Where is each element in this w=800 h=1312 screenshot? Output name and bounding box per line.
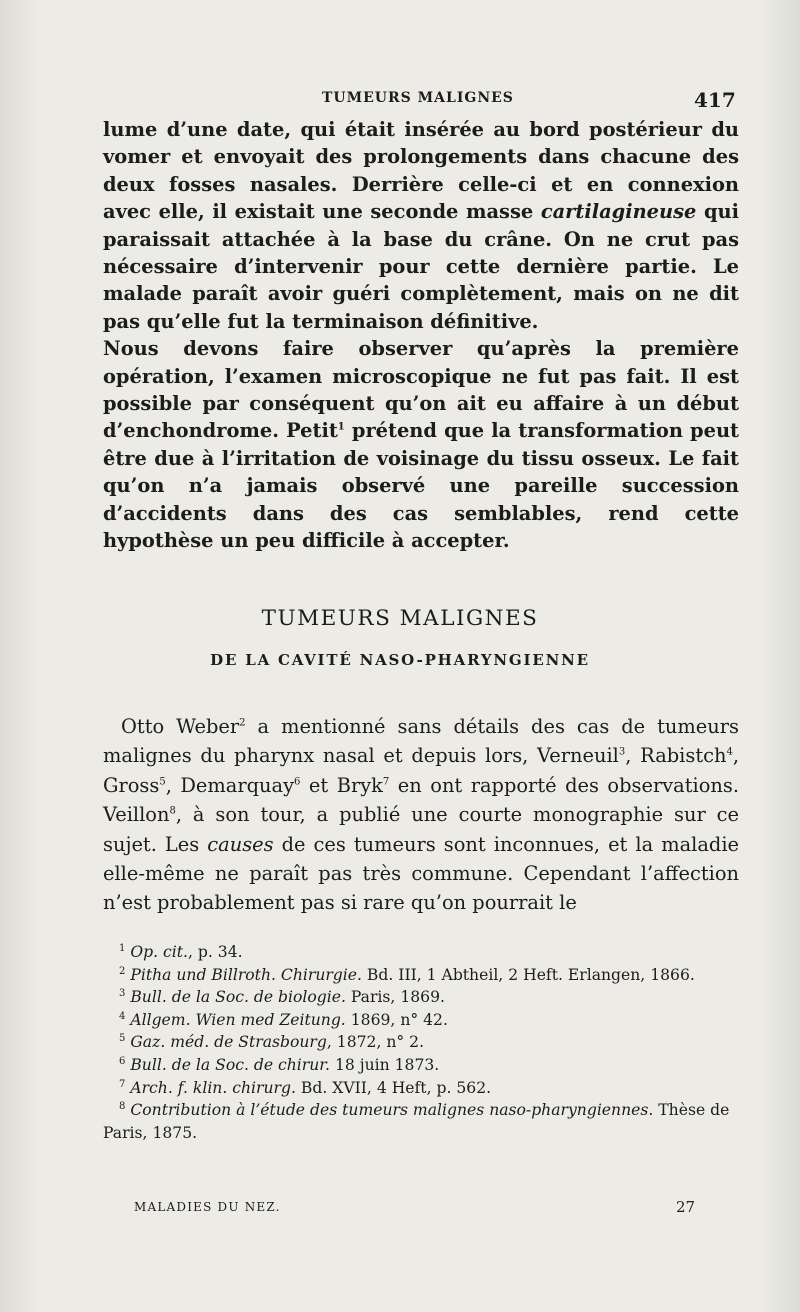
footnote-number: 3 — [119, 988, 126, 999]
section-title: TUMEURS MALIGNES — [261, 606, 539, 631]
paragraph-2-text-a: Nous devons faire observer qu’après la première opération, l’examen microscopique ne fut pas fait. Il est possible par conséquent qu’on ait eu affaire à un début d’enchondrome. Petit — [103, 337, 739, 443]
footnote-6 — [103, 1054, 753, 1077]
p3-text-3: , Rabistch — [625, 744, 727, 768]
page-number: 417 — [694, 88, 736, 112]
footnote-8 — [103, 1099, 753, 1144]
footnote-source: Bull. de la Soc. de biologie. — [130, 988, 346, 1007]
footnote-ref-3: 3 — [618, 746, 626, 758]
paragraph-1-text-b: qui paraissait attachée à la base du crâne. On ne crut pas nécessaire d’intervenir pour cette dernière partie. Le malade paraît avoir guéri complètement, mais on ne dit pas qu’elle fut la terminaison définitive. — [103, 200, 739, 333]
p3-text-8: , à son tour, a publié une courte monographie sur ce sujet. Les — [103, 803, 739, 856]
p3-text-9: de ces tumeurs sont inconnues, et la maladie elle-même ne paraît pas très commune. Cependant l’affection n’est probablement pas si rare qu’on pourrait le — [103, 832, 739, 915]
footnote-5 — [103, 1031, 753, 1054]
p3-text-4: , Gross — [103, 744, 740, 797]
footnotes — [103, 941, 753, 1144]
footnote-number: 6 — [119, 1055, 126, 1067]
footnote-4 — [103, 1009, 753, 1032]
p3-text-5: , Demarquay — [165, 773, 295, 797]
footnote-detail: Thèse de Paris, 1875. — [103, 1101, 730, 1142]
footnote-ref-7: 7 — [382, 776, 390, 788]
p3-text-1: Otto Weber — [121, 715, 240, 738]
footnote-number: 4 — [119, 1010, 126, 1022]
footnote-number: 2 — [119, 965, 126, 977]
footnote-source: Bull. de la Soc. de chirur. — [130, 1055, 330, 1074]
running-title: TUMEURS MALIGNES — [322, 90, 514, 106]
footnote-source: Pitha und Billroth. Chirurgie. — [130, 965, 362, 984]
footnote-source: Op. cit. — [130, 943, 188, 961]
footnote-source: Arch. f. klin. chirurg. — [130, 1078, 296, 1097]
footer-signature: 27 — [676, 1198, 696, 1216]
running-head — [0, 88, 800, 110]
footnote-3 — [103, 986, 753, 1009]
page-footer — [0, 1198, 800, 1220]
footnote-ref-2: 2 — [239, 717, 246, 729]
footnote-detail: Bd. XVII, 4 Heft, p. 562. — [295, 1078, 492, 1097]
footnote-7 — [103, 1077, 753, 1100]
footnote-number: 1 — [119, 942, 126, 954]
paragraph-2 — [103, 335, 739, 554]
paragraph-1-italic: cartilagineuse — [540, 200, 697, 224]
footnote-ref-5: 5 — [159, 776, 166, 788]
footnote-detail: , p. 34. — [187, 943, 243, 961]
paragraph-1 — [103, 116, 739, 335]
paragraph-2-text-b: prétend que la transformation peut être due à l’irritation de voisinage du tissu osseux. Le fait qu’on n’a jamais observé une pareille succession d’accidents dans des cas semblables, rend cette hypothèse un peu difficile à accepter. — [103, 419, 739, 553]
section-body — [103, 712, 739, 918]
footnote-ref-8: 8 — [169, 805, 176, 817]
paragraph-3 — [103, 712, 739, 918]
footnote-detail: 18 juin 1873. — [330, 1055, 440, 1074]
p3-italic: causes — [207, 832, 274, 856]
footnote-detail: Paris, 1869. — [345, 988, 445, 1007]
p3-text-6: et Bryk — [300, 773, 383, 797]
footer-book-title: MALADIES DU NEZ. — [134, 1200, 281, 1214]
section-subtitle: DE LA CAVITÉ NASO-PHARYNGIENNE — [210, 651, 590, 669]
continued-text — [103, 116, 739, 555]
footnote-number: 5 — [119, 1033, 126, 1045]
p3-text-7: en ont rapporté des observations. Veillon — [103, 773, 739, 827]
footnote-detail: Bd. III, 1 Abtheil, 2 Heft. Erlangen, 1866. — [361, 965, 695, 984]
footnote-detail: 1869, n° 42. — [345, 1010, 448, 1029]
p3-text-2: a mentionné sans détails des cas de tumeurs malignes du pharynx nasal et depuis lors, Verneuil — [103, 715, 739, 768]
footnote-source: Allgem. Wien med Zeitung. — [130, 1010, 346, 1029]
paragraph-1-text-a: lume d’une date, qui était insérée au bord postérieur du vomer et envoyait des prolongements dans chacune des deux fosses nasales. Derrière celle-ci et en connexion avec elle, il existait une seconde masse — [103, 118, 739, 224]
footnote-detail: , 1872, n° 2. — [326, 1033, 425, 1052]
footnote-source: Gaz. méd. de Strasbourg — [130, 1033, 327, 1052]
footnote-source: Contribution à l’étude des tumeurs malignes naso-pharyngiennes. — [130, 1101, 654, 1120]
footnote-ref-6: 6 — [294, 776, 301, 788]
footnote-ref-1: 1 — [337, 422, 345, 433]
footnote-number: 8 — [119, 1100, 126, 1112]
footnote-1 — [103, 941, 753, 964]
footnote-number: 7 — [119, 1078, 126, 1090]
footnote-2 — [103, 964, 753, 987]
footnote-ref-4: 4 — [726, 746, 733, 758]
